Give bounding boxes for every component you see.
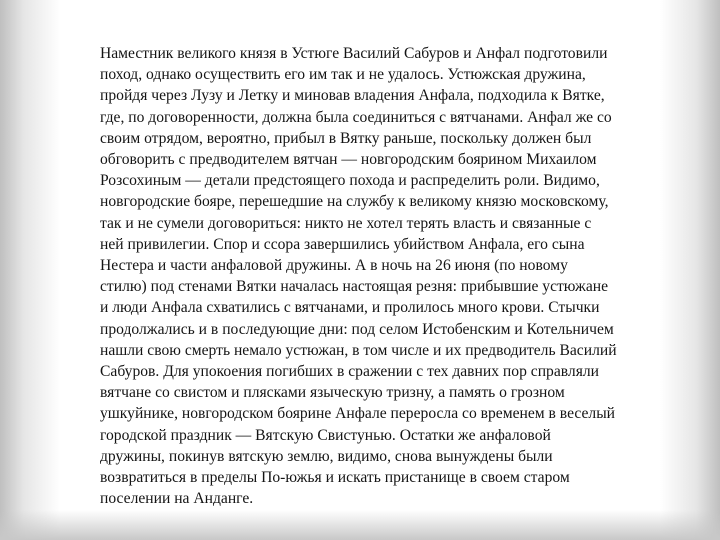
text-line: поселении на Анданге. (100, 490, 254, 508)
text-line: Нестера и части анфаловой дружины. А в ночь на 26 июня (по новому (100, 257, 568, 275)
text-line: городской праздник — Вятскую Свистунью. Остатки же анфаловой (100, 426, 551, 444)
text-line: возвратиться в пределы По-южья и искать пристанище в своем старом (100, 469, 570, 487)
text-line: Сабуров. Для упокоения погибших в сражении с тех давних пор справляли (100, 363, 599, 381)
text-line: новгородские бояре, перешедшие на службу к великому князю московскому, (100, 193, 609, 211)
text-line: пройдя через Лузу и Летку и миновав владения Анфала, подходила к Вятке, (100, 87, 605, 105)
text-line: ушкуйнике, новгородском боярине Анфале переросла со временем в веселый (100, 405, 616, 423)
text-line: нашли свою смерть немало устюжан, в том числе и их предводитель Василий (100, 341, 617, 359)
text-line: так и не сумели договориться: никто не хотел терять власть и связанные с (100, 214, 592, 232)
left-edge-shadow (0, 0, 60, 540)
text-line: обговорить с предводителем вятчан — новгородским боярином Михаилом (100, 151, 597, 169)
text-line: стилю) под стенами Вятки началась настоящая резня: прибывшие устюжане (100, 278, 609, 296)
text-line: и люди Анфала схватились с вятчанами, и пролилось много крови. Стычки (100, 299, 600, 317)
body-paragraph (100, 43, 700, 509)
text-line: ней привилегии. Спор и ссора завершились убийством Анфала, его сына (100, 235, 585, 253)
bottom-edge-shadow (0, 510, 720, 540)
text-line: продолжались и в последующие дни: под селом Истобенским и Котельничем (100, 320, 614, 338)
text-line: поход, однако осуществить его им так и не удалось. Устюжская дружина, (100, 66, 586, 84)
text-line: дружины, покинув вятскую землю, видимо, снова вынуждены были (100, 447, 553, 465)
text-line: своим отрядом, вероятно, прибыл в Вятку раньше, поскольку должен был (100, 129, 592, 147)
text-line: где, по договоренности, должна была соединиться с вятчанами. Анфал же со (100, 108, 612, 126)
text-line: Наместник великого князя в Устюге Василий Сабуров и Анфал подготовили (100, 45, 608, 62)
text-line: Розсохиным — детали предстоящего похода и распределить роли. Видимо, (100, 172, 600, 190)
text-line: вятчане со свистом и плясками языческую тризну, а память о грозном (100, 384, 565, 402)
